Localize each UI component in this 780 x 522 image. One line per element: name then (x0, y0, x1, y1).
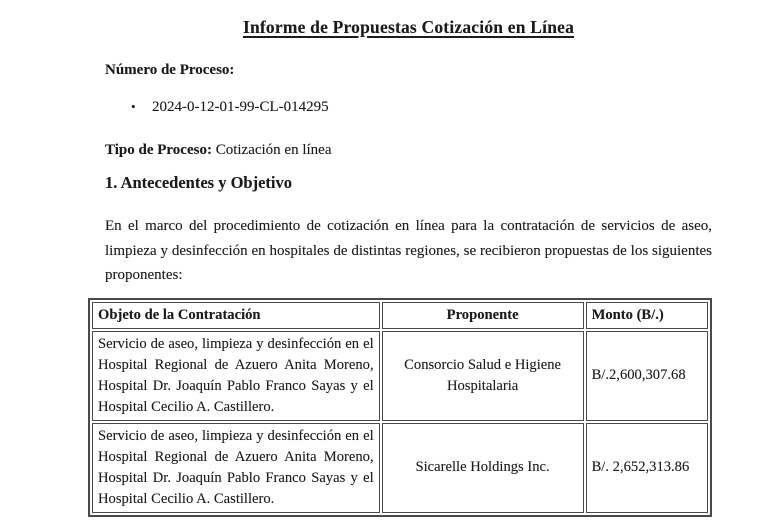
column-header-monto: Monto (B/.) (586, 302, 708, 329)
process-type-value: Cotización en línea (215, 142, 332, 158)
cell-objeto: Servicio de aseo, limpieza y desinfección en el Hospital Regional de Azuero Anita Moreno, Hospital Dr. Joaquín Pablo Franco Sayas y el Hospital Cecilio A. Castillero. (92, 423, 380, 513)
column-header-proponente: Proponente (382, 302, 584, 329)
cell-proponente: Consorcio Salud e Higiene Hospitalaria (382, 331, 584, 421)
cell-monto: B/.2,600,307.68 (586, 331, 708, 421)
process-type-line (105, 140, 712, 160)
section-heading: 1. Antecedentes y Objetivo (105, 173, 292, 192)
table-row (92, 331, 708, 421)
section-paragraph: En el marco del procedimiento de cotización en línea para la contratación de servicios de aseo, limpieza y desinfección en hospitales de distintas regiones, se recibieron propuestas de los siguientes proponentes: (105, 218, 712, 283)
process-number-label: Número de Proceso: (105, 62, 235, 78)
process-number-bullet-item (105, 97, 712, 117)
cell-monto: B/. 2,652,313.86 (586, 423, 708, 513)
column-header-objeto: Objeto de la Contratación (92, 302, 380, 329)
proposals-table (88, 298, 712, 517)
process-type-label: Tipo de Proceso: (105, 142, 212, 158)
document-title: Informe de Propuestas Cotización en Línea (242, 17, 575, 37)
table-row (92, 423, 708, 513)
table-header-row (92, 302, 708, 329)
bullet-icon: • (131, 99, 136, 114)
cell-proponente: Sicarelle Holdings Inc. (382, 423, 584, 513)
process-number-value: 2024-0-12-01-99-CL-014295 (152, 99, 329, 115)
cell-objeto: Servicio de aseo, limpieza y desinfección en el Hospital Regional de Azuero Anita Moreno, Hospital Dr. Joaquín Pablo Franco Sayas y el Hospital Cecilio A. Castillero. (92, 331, 380, 421)
